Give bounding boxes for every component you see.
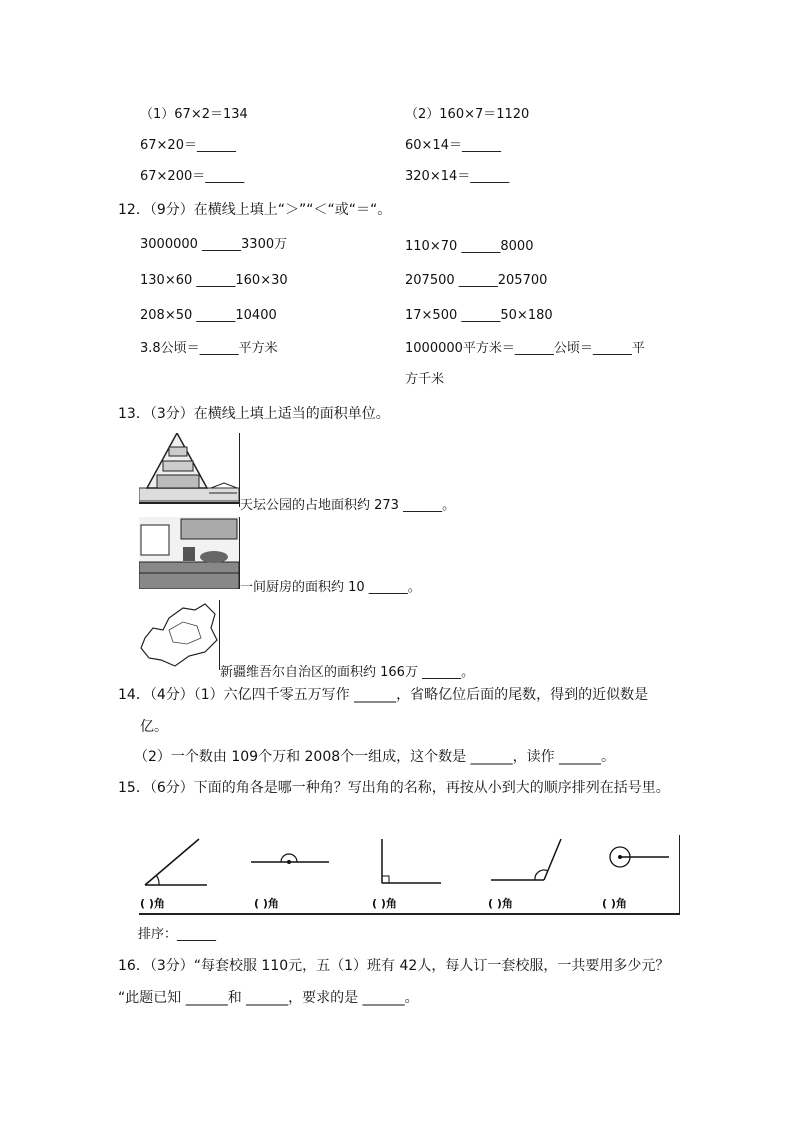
q14-line-1: 14．（4分）（1）六亿四千零五万写作 ______，省略亿位后面的尾数，得到的近似数是 (118, 687, 649, 703)
right-angle-icon (382, 839, 441, 883)
q15-stem: 15．（6分）下面的角各是哪一种角？写出角的名称，再按从小到大的顺序排列在括号里。 (118, 780, 670, 796)
q12-row3-left: 208×50 ______10400 (140, 308, 277, 323)
angle-bracket-2: ( )角 (254, 897, 279, 910)
angle-figures (139, 835, 680, 915)
q13-item-1: 天坛公园的占地面积约 273 ______。 (240, 498, 456, 513)
q12-row2-left: 130×60 ______160×30 (140, 273, 288, 288)
round-angle-icon (610, 847, 669, 867)
q12-stem: 12．（9分）在横线上填上“＞”“＜“或“＝“。 (118, 202, 392, 218)
q12-row1-right: 110×70 ______8000 (405, 239, 534, 254)
q14-line-2: 亿。 (140, 719, 168, 735)
q11-left-line-1: （1）67×2＝134 (140, 107, 248, 122)
q12-row4-wrap: 方千米 (405, 372, 445, 387)
angle-bracket-4: ( )角 (488, 897, 513, 910)
q12-row2-right: 207500 ______205700 (405, 273, 548, 288)
q15-order: 排序：______ (138, 927, 217, 942)
kitchen-image (139, 517, 240, 589)
q11-right-line-3: 320×14＝______ (405, 169, 510, 184)
q11-left-line-2: 67×20＝______ (140, 138, 236, 153)
straight-angle-icon (251, 854, 329, 864)
acute-angle-icon (145, 839, 207, 885)
angle-bracket-1: ( )角 (140, 897, 165, 910)
q11-left-line-3: 67×200＝______ (140, 169, 245, 184)
q13-item-3: 新疆维吾尔自治区的面积约 166万 ______。 (220, 665, 475, 680)
q16-line-2: “此题已知 ______和 ______，要求的是 ______。 (118, 990, 419, 1006)
q16-line-1: 16．（3分）“每套校服 110元，五（1）班有 42人，每人订一套校服，一共要用多少元？ (118, 958, 670, 974)
temple-of-heaven-image (139, 433, 240, 507)
q11-right-line-1: （2）160×7＝1120 (405, 107, 530, 122)
angle-bracket-5: ( )角 (602, 897, 627, 910)
q12-row4-right: 1000000平方米＝______公顷＝______平 (405, 341, 645, 356)
obtuse-angle-icon (491, 839, 561, 880)
angle-bracket-3: ( )角 (372, 897, 397, 910)
q14-line-3: （2）一个数由 109个万和 2008个一组成，这个数是 ______，读作 ______。 (134, 749, 616, 765)
q12-row1-left: 3000000 ______3300万 (140, 237, 288, 252)
q12-row4-left: 3.8公顷＝______平方米 (140, 341, 278, 356)
q13-stem: 13．（3分）在横线上填上适当的面积单位。 (118, 406, 390, 422)
xinjiang-map-image (139, 600, 220, 670)
q12-row3-right: 17×500 ______50×180 (405, 308, 553, 323)
q13-item-2: 一间厨房的面积约 10 ______。 (240, 580, 421, 595)
q11-right-line-2: 60×14＝______ (405, 138, 501, 153)
